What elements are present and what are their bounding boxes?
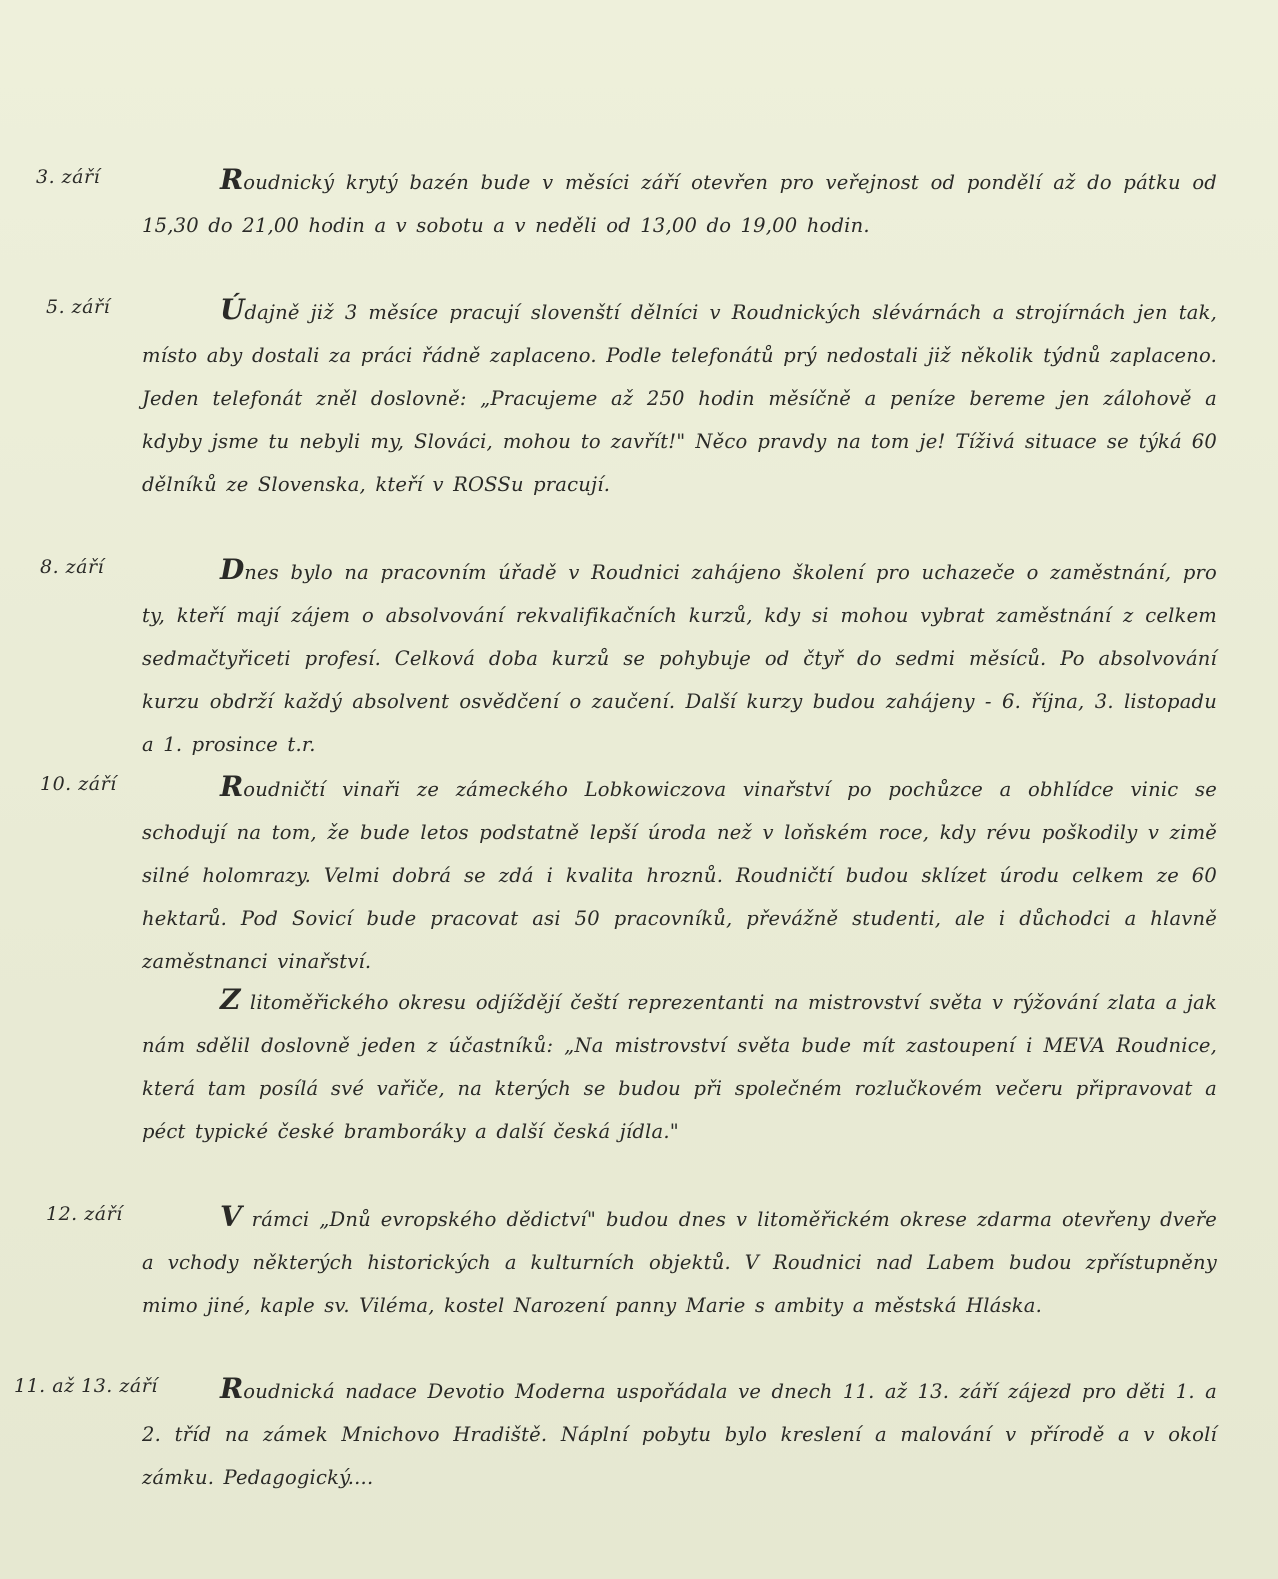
- entry-body: litoměřického okresu odjíždějí čeští reprezentanti na mistrovství světa v rýžování zlata a jak nám sdělil doslovně jeden z účastníků: „Na mistrovství světa bude mít zastoupení i MEVA Roudnice, která tam posílá své vařiče, na kterých se budou při společném rozlučkovém večeru připravovat a péct typické české bramboráky a další česká jídla.": [142, 991, 1217, 1143]
- entry-body: oudnický krytý bazén bude v měsíci září otevřen pro veřejnost od pondělí až do pátku od 15,30 do 21,00 hodin a v sobotu a v neděli od 13,00 do 19,00 hodin.: [142, 171, 1217, 237]
- entry-date: 8. září: [40, 556, 105, 578]
- entry-body: dajně již 3 měsíce pracují slovenští dělníci v Roudnických slévárnách a strojírnách jen tak, místo aby dostali za práci řádně zaplaceno. Podle telefonátů prý nedostali již několik týdnů zaplaceno. Jeden telefonát zněl doslovně: „Pracujeme až 250 hodin měsíčně a peníze bereme jen zálohově a kdyby jsme tu nebyli my, Slováci, mohou to zavřít!" Něco pravdy na tom je! Tíživá situace se týká 60 dělníků ze Slovenska, kteří v ROSSu pracují.: [142, 301, 1217, 496]
- entry-date: 3. září: [36, 166, 101, 188]
- entry-text: [142, 1367, 1217, 1499]
- drop-initial: Ú: [220, 293, 245, 326]
- entry-body: rámci „Dnů evropského dědictví" budou dnes v litoměřickém okrese zdarma otevřeny dveře a vchody některých historických a kulturních objektů. V Roudnici nad Labem budou zpřístupněny mimo jiné, kaple sv. Viléma, kostel Narození panny Marie s ambity a městská Hláska.: [142, 1208, 1217, 1317]
- entry-body: nes bylo na pracovním úřadě v Roudnici zahájeno školení pro uchazeče o zaměstnání, pro ty, kteří mají zájem o absolvování rekvalifikačních kurzů, kdy si mohou vybrat zaměstnání z celkem sedmačtyřiceti profesí. Celková doba kurzů se pohybuje od čtyř do sedmi měsíců. Po absolvování kurzu obdrží každý absolvent osvědčení o zaučení. Další kurzy budou zahájeny - 6. října, 3. listopadu a 1. prosince t.r.: [142, 561, 1217, 756]
- entry-text: [142, 548, 1217, 766]
- drop-initial: R: [220, 1372, 244, 1405]
- entry-date: 12. září: [46, 1203, 123, 1225]
- drop-initial: Z: [220, 983, 241, 1016]
- drop-initial: R: [220, 770, 244, 803]
- entry-text: [142, 978, 1217, 1153]
- drop-initial: D: [220, 553, 245, 586]
- entry-date: 5. září: [46, 296, 111, 318]
- entry-text: [142, 158, 1217, 247]
- drop-initial: R: [220, 163, 244, 196]
- entry-text: [142, 765, 1217, 983]
- entry-body: oudnická nadace Devotio Moderna uspořádala ve dnech 11. až 13. září zájezd pro děti 1. a 2. tříd na zámek Mnichovo Hradiště. Náplní pobytu bylo kreslení a malování v přírodě a v okolí zámku. Pedagogický....: [142, 1380, 1217, 1489]
- entry-text: [142, 1195, 1217, 1327]
- entry-text: [142, 288, 1217, 506]
- entry-date: 10. září: [40, 773, 117, 795]
- entry-body: oudničtí vinaři ze zámeckého Lobkowiczova vinařství po pochůzce a obhlídce vinic se schodují na tom, že bude letos podstatně lepší úroda než v loňském roce, kdy révu poškodily v zimě silné holomrazy. Velmi dobrá se zdá i kvalita hroznů. Roudničtí budou sklízet úrodu celkem ze 60 hektarů. Pod Sovicí bude pracovat asi 50 pracovníků, převážně studenti, ale i důchodci a hlavně zaměstnanci vinařství.: [142, 778, 1217, 973]
- drop-initial: V: [220, 1200, 242, 1233]
- entry-date: 11. až 13. září: [14, 1375, 158, 1397]
